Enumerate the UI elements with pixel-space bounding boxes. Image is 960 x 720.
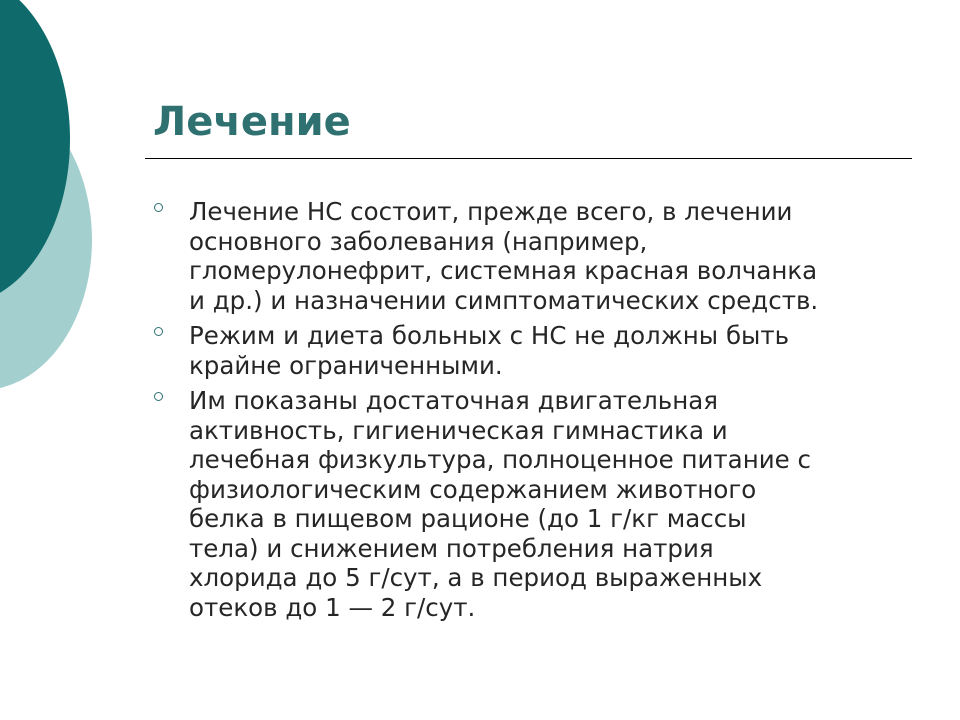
bullet-item (154, 386, 894, 622)
circle-bullet-icon (154, 203, 163, 212)
circle-bullet-icon (154, 327, 163, 336)
bullet-text: Им показаны достаточная двигательная активность, гигиеническая гимнастика и лечебная физкультура, полноценное питание с физиологическим содержанием животного белка в пищевом рационе (до 1 г/кг массы тела) и снижением потребления натрия хлорида до 5 г/сут, а в период выраженных отеков до 1 — 2 г/сут. (189, 386, 811, 622)
title-divider (145, 158, 912, 159)
bullet-item (154, 321, 894, 380)
slide-title: Лечение (153, 99, 351, 145)
bullet-list (154, 197, 894, 628)
bullet-text: Режим и диета больных с НС не должны быть крайне ограниченными. (189, 321, 790, 380)
bullet-item (154, 197, 894, 315)
circle-bullet-icon (154, 392, 163, 401)
bullet-text: Лечение НС состоит, прежде всего, в лечении основного заболевания (например, гломерулонефрит, системная красная волчанка и др.) и назначении симптоматических средств. (189, 197, 819, 315)
